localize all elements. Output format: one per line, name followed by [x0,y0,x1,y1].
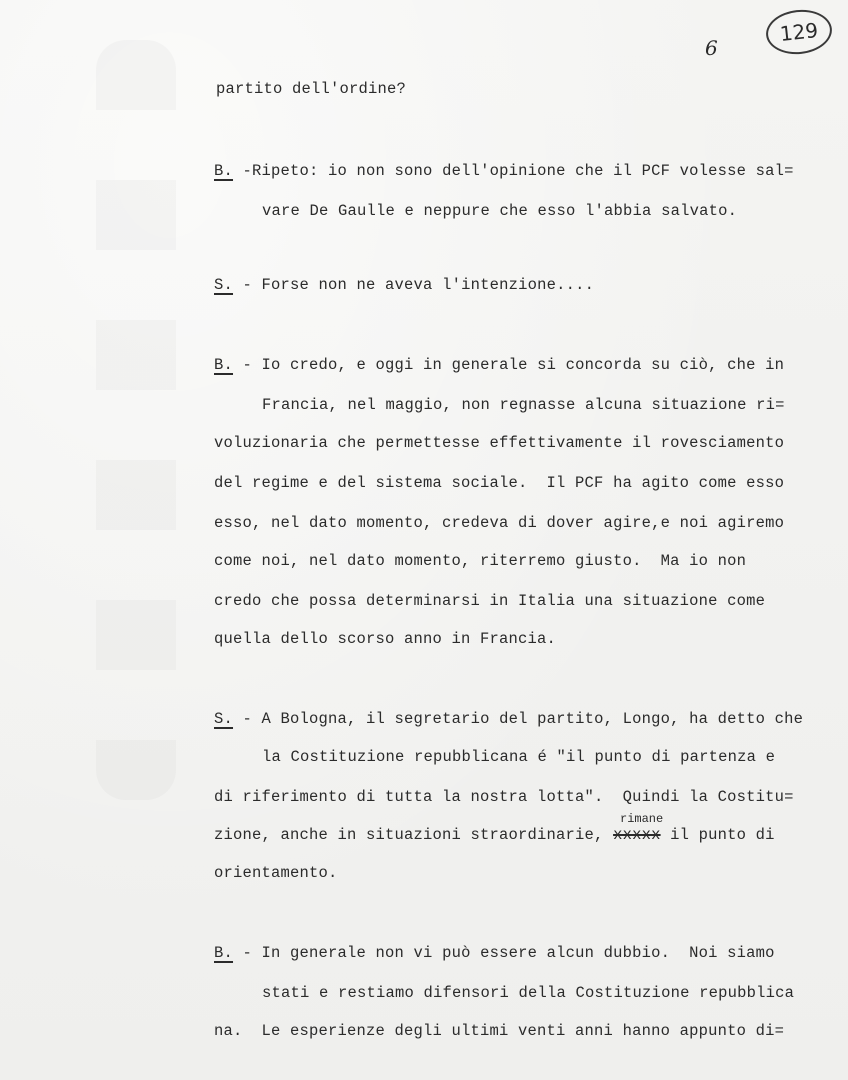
text-line: esso, nel dato momento, credeva di dover agire,e noi agiremo [214,514,785,532]
bleed-through-shadow [96,40,176,800]
text-line: S. - Forse non ne aveva l'intenzione.... [214,276,595,294]
text-line: la Costituzione repubblicana é "il punto di partenza e [262,748,776,766]
page-number: 6 [705,36,718,60]
text-line: B. - In generale non vi può essere alcun dubbio. Noi siamo [214,944,775,962]
text-line: di riferimento di tutta la nostra lotta". Quindi la Costitu= [214,788,794,806]
speaker-label: B. [214,944,234,962]
archive-stamp: 129 [764,7,834,58]
text-line: vare De Gaulle e neppure che esso l'abbia salvato. [262,202,738,220]
text-line: del regime e del sistema sociale. Il PCF ha agito come esso [214,474,785,492]
struck-word: xxxxx [613,826,661,844]
text-line: zione, anche in situazioni straordinarie, xxxxx il punto di [214,826,775,844]
text-line: voluzionaria che permettesse effettivamente il rovesciamento [214,434,785,452]
speaker-label: B. [214,162,234,180]
text-line: B. - Io credo, e oggi in generale si concorda su ciò, che in [214,356,785,374]
text-line: S. - A Bologna, il segretario del partito, Longo, ha detto che [214,710,804,728]
text-line: B. -Ripeto: io non sono dell'opinione che il PCF volesse sal= [214,162,794,180]
speaker-label: S. [214,710,234,728]
text-line: partito dell'ordine? [216,80,407,98]
text-line: Francia, nel maggio, non regnasse alcuna situazione ri= [262,396,785,414]
text-line: quella dello scorso anno in Francia. [214,630,557,648]
text-line: credo che possa determinarsi in Italia una situazione come [214,592,766,610]
text-line: orientamento. [214,864,338,882]
text-line: na. Le esperienze degli ultimi venti anni hanno appunto di= [214,1022,785,1040]
speaker-label: S. [214,276,234,294]
speaker-label: B. [214,356,234,374]
text-line: come noi, nel dato momento, riterremo giusto. Ma io non [214,552,747,570]
handwritten-insertion: rimane [620,812,664,826]
text-line: stati e restiamo difensori della Costituzione repubblica [262,984,795,1002]
